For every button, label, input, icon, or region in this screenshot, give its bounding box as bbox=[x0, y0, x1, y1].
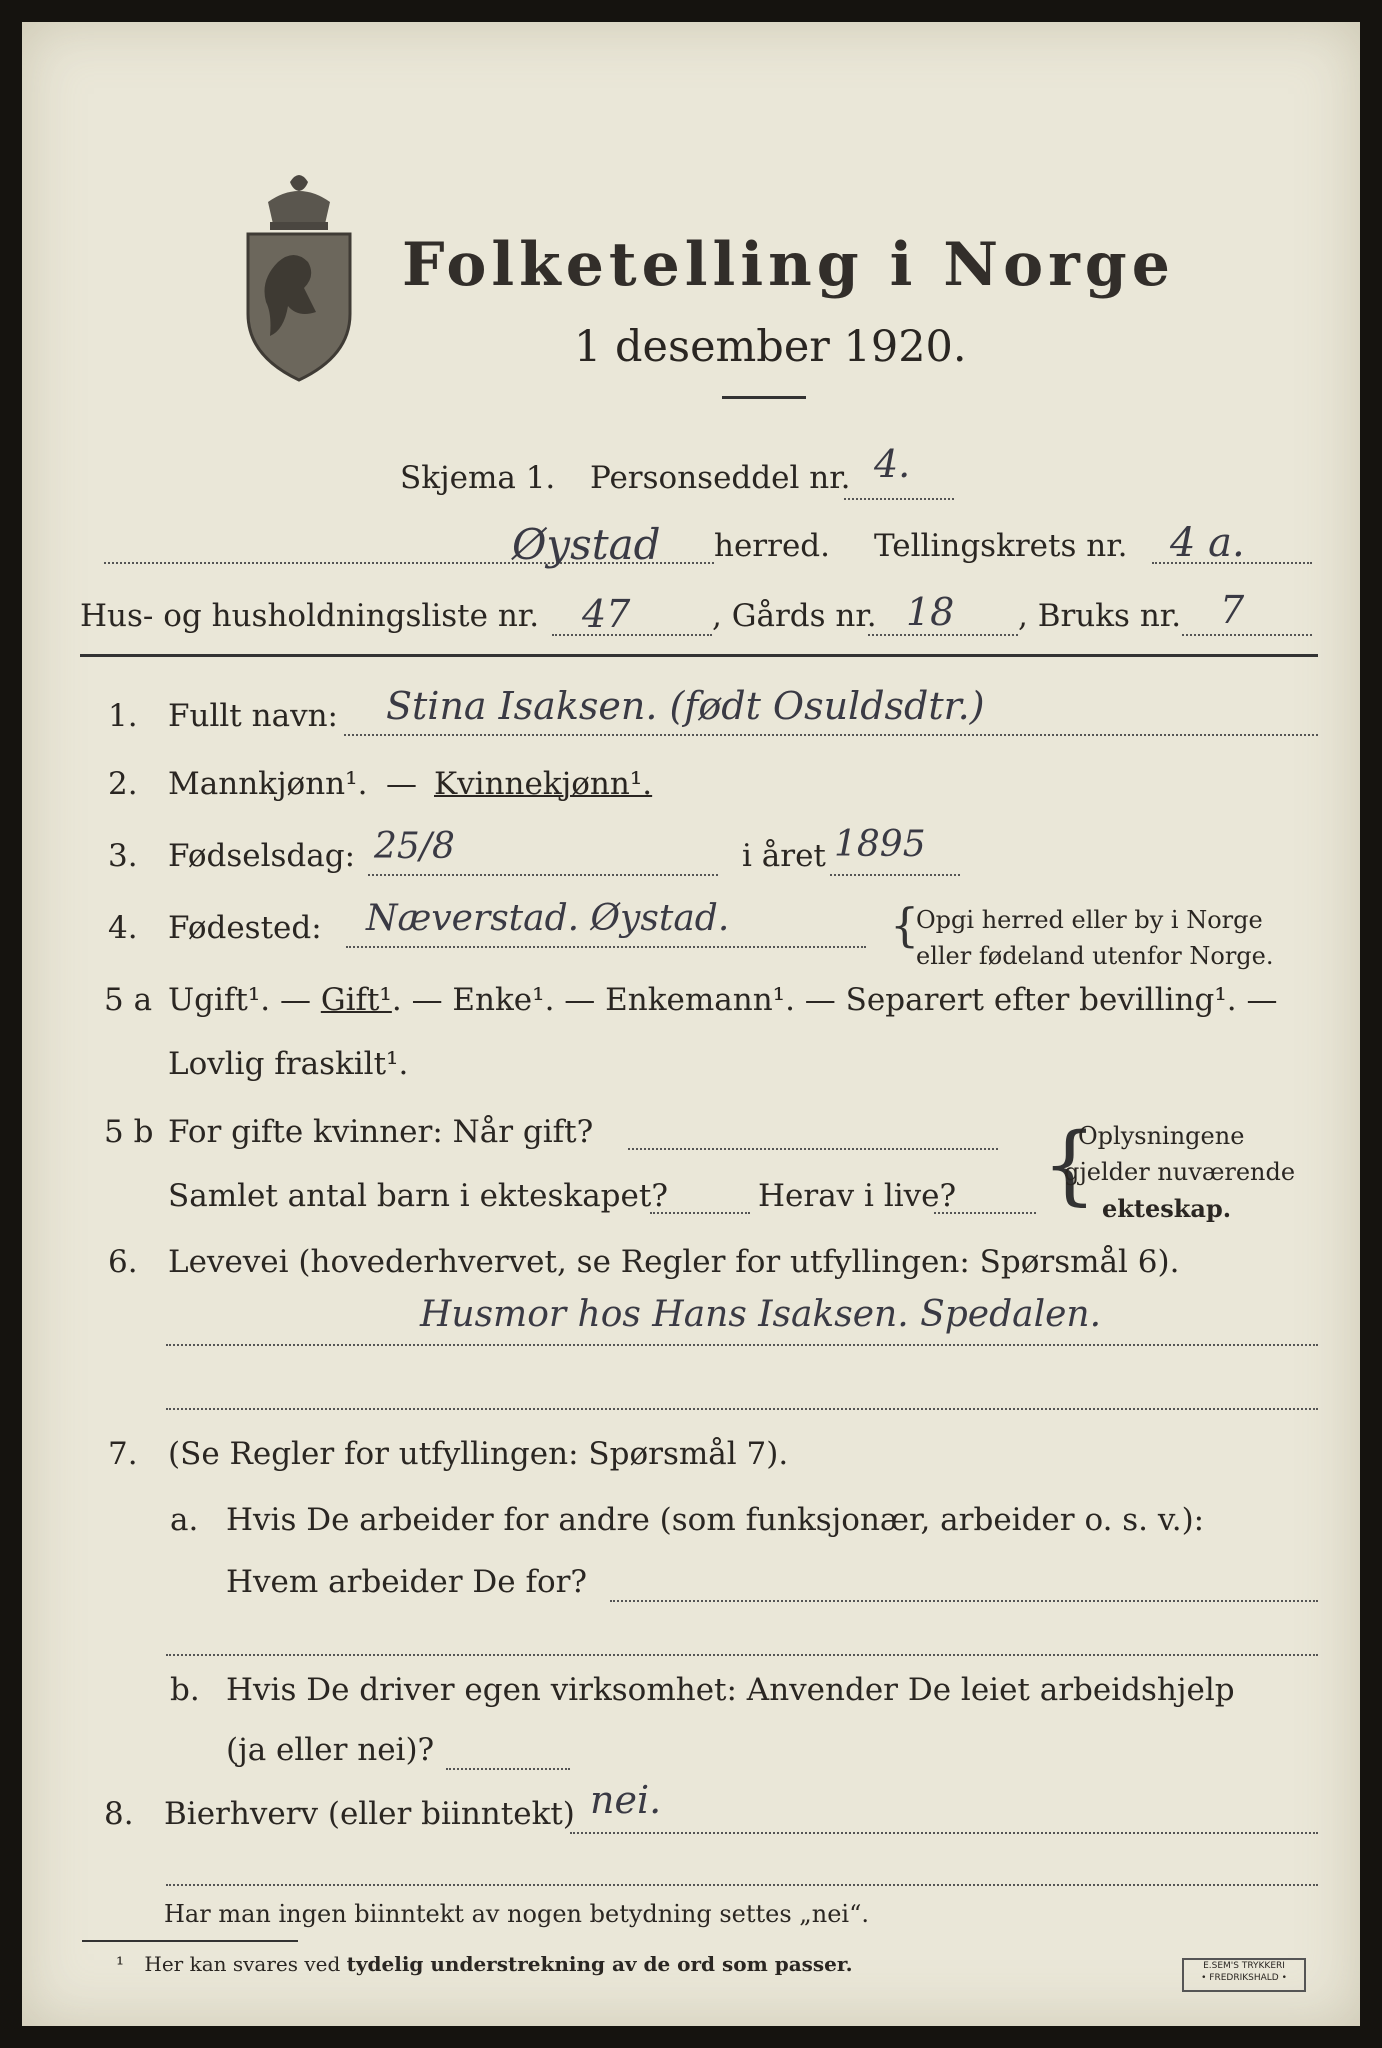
bruks-value: 7 bbox=[1220, 588, 1245, 632]
q8-label: Bierhverv (eller biinntekt) bbox=[164, 1796, 575, 1832]
printer-line2: • FREDRIKSHALD • bbox=[1201, 1973, 1287, 1983]
bruks-line bbox=[1182, 634, 1312, 636]
q4-value: Næverstad. Øystad. bbox=[366, 898, 730, 939]
q3-value: 25/8 bbox=[374, 826, 455, 867]
q6-value: Husmor hos Hans Isaksen. Spedalen. bbox=[420, 1294, 1102, 1335]
q7b-letter: b. bbox=[170, 1672, 200, 1708]
q7b-line2-dots bbox=[446, 1768, 570, 1770]
hus-value: 47 bbox=[582, 592, 631, 636]
gards-line bbox=[868, 634, 1018, 636]
q5b-line1: For gifte kvinner: Når gift? bbox=[168, 1114, 594, 1150]
q8-number: 8. bbox=[104, 1796, 134, 1832]
q5a-text-rest: . — Enke¹. — Enkemann¹. — Separert efter bevilling¹. — bbox=[391, 982, 1278, 1018]
q7b-line2: (ja eller nei)? bbox=[226, 1732, 435, 1768]
q3-number: 3. bbox=[108, 838, 138, 874]
q7b-line1: Hvis De driver egen virksomhet: Anvender De leiet arbeidshjelp bbox=[226, 1672, 1235, 1708]
herred-label: herred. bbox=[714, 528, 830, 564]
q7a-letter: a. bbox=[170, 1502, 199, 1538]
skjema-label: Skjema 1. bbox=[400, 460, 556, 496]
printer-mark bbox=[1182, 1958, 1306, 1992]
personseddel-value: 4. bbox=[874, 442, 911, 486]
q7a-extra-line bbox=[166, 1654, 1318, 1656]
personseddel-label: Personseddel nr. bbox=[590, 460, 851, 496]
tellingskrets-value: 4 a. bbox=[1170, 520, 1245, 566]
footnote-bold: tydelig understrekning av de ord som passer. bbox=[346, 1952, 853, 1976]
gards-value: 18 bbox=[906, 590, 955, 634]
q4-line bbox=[346, 946, 866, 948]
q4-note-line1: Opgi herred eller by i Norge bbox=[916, 906, 1263, 934]
q8-line bbox=[570, 1832, 1318, 1834]
q5b-brace: { bbox=[1042, 1115, 1097, 1215]
q1-number: 1. bbox=[108, 698, 138, 734]
q1-value: Stina Isaksen. (født Osuldsdtr.) bbox=[386, 684, 985, 728]
q4-brace: { bbox=[890, 898, 920, 952]
tellingskrets-label: Tellingskrets nr. bbox=[874, 528, 1128, 564]
q2-kvinne: Kvinnekjønn¹. bbox=[434, 766, 653, 802]
q5a-text-line bbox=[168, 982, 1277, 1018]
q4-number: 4. bbox=[108, 910, 138, 946]
q1-line bbox=[344, 734, 1318, 736]
q7-label: (Se Regler for utfyllingen: Spørsmål 7). bbox=[168, 1436, 789, 1472]
footnote-mark: ¹ bbox=[116, 1952, 125, 1976]
q5b-note3: ekteskap. bbox=[1102, 1194, 1232, 1223]
q8-extra-line bbox=[166, 1884, 1318, 1886]
gards-label: , Gårds nr. bbox=[712, 598, 877, 634]
q5b-line2b: Herav i live? bbox=[758, 1178, 957, 1214]
q5b-number: 5 b bbox=[104, 1114, 154, 1150]
personseddel-line bbox=[844, 498, 954, 500]
footnote-rule bbox=[82, 1940, 298, 1942]
q5b-line2a-dots bbox=[650, 1212, 750, 1214]
title-divider bbox=[722, 396, 806, 399]
form-title: Folketelling i Norge bbox=[402, 230, 1175, 300]
q3-label: Fødselsdag: bbox=[168, 838, 356, 874]
coat-of-arms-icon bbox=[240, 162, 358, 386]
q6-line1 bbox=[166, 1344, 1318, 1346]
q3-year-label: i året bbox=[742, 838, 826, 874]
q7a-line1: Hvis De arbeider for andre (som funksjonær, arbeider o. s. v.): bbox=[226, 1502, 1205, 1538]
q4-note-line2: eller fødeland utenfor Norge. bbox=[916, 942, 1274, 970]
header-separator bbox=[80, 654, 1318, 657]
q5a-number: 5 a bbox=[104, 982, 153, 1018]
q6-label: Levevei (hovederhvervet, se Regler for utfyllingen: Spørsmål 6). bbox=[168, 1244, 1180, 1280]
q5b-line2b-dots bbox=[934, 1212, 1036, 1214]
q3-year-line bbox=[830, 874, 960, 876]
q1-label: Fullt navn: bbox=[168, 698, 338, 734]
q5b-note2: gjelder nuværende bbox=[1064, 1158, 1296, 1186]
q5b-line2a: Samlet antal barn i ekteskapet? bbox=[168, 1178, 668, 1214]
hus-line bbox=[552, 634, 712, 636]
census-form-sheet bbox=[22, 22, 1360, 2026]
q3-line bbox=[368, 874, 718, 876]
printer-line1: E.SEM'S TRYKKERI bbox=[1203, 1961, 1285, 1971]
q5b-note1: Oplysningene bbox=[1078, 1122, 1245, 1150]
q2-dash: — bbox=[386, 766, 417, 802]
bruks-label: , Bruks nr. bbox=[1018, 598, 1182, 634]
q4-label: Fødested: bbox=[168, 910, 322, 946]
q2-number: 2. bbox=[108, 766, 138, 802]
q5a-gift: Gift¹ bbox=[320, 982, 392, 1018]
q3-year-value: 1895 bbox=[834, 824, 926, 865]
q7-number: 7. bbox=[108, 1436, 138, 1472]
q5a-line2: Lovlig fraskilt¹. bbox=[168, 1046, 409, 1082]
form-date: 1 desember 1920. bbox=[574, 322, 967, 372]
footnote bbox=[116, 1952, 853, 1976]
footer-note: Har man ingen biinntekt av nogen betydning settes „nei“. bbox=[164, 1900, 869, 1928]
q6-number: 6. bbox=[108, 1244, 138, 1280]
footnote-text: Her kan svares ved bbox=[144, 1952, 347, 1976]
q5b-line1-dots bbox=[628, 1148, 998, 1150]
hus-label: Hus- og husholdningsliste nr. bbox=[80, 598, 540, 634]
q5a-text-start: Ugift¹. — bbox=[168, 982, 321, 1018]
q2-mann: Mannkjønn¹. bbox=[168, 766, 368, 802]
q6-line2 bbox=[166, 1408, 1318, 1410]
herred-value: Øystad bbox=[512, 520, 661, 569]
q7a-line2-dots bbox=[610, 1600, 1318, 1602]
q7a-line2: Hvem arbeider De for? bbox=[226, 1564, 588, 1600]
q8-value: nei. bbox=[590, 1778, 662, 1822]
